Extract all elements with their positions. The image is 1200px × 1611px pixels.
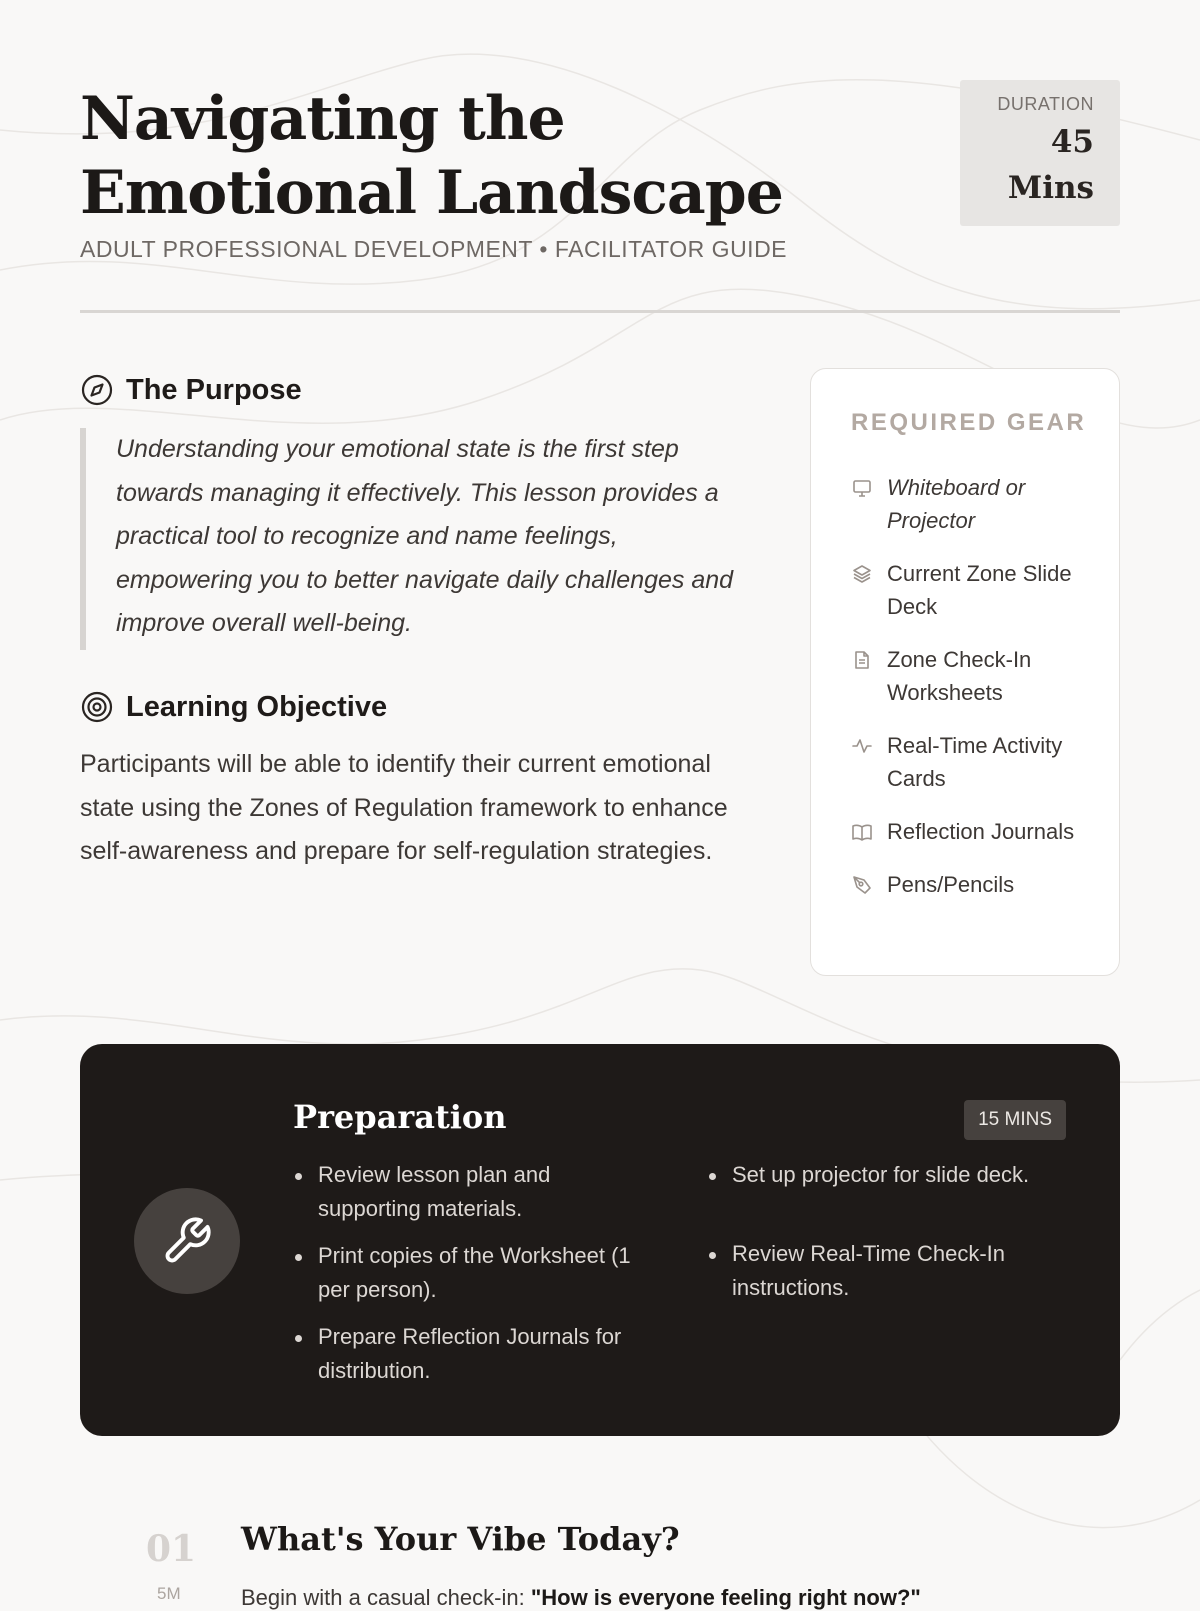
- gear-item: [851, 868, 1101, 901]
- preparation-item: Review lesson plan and supporting materials.: [293, 1158, 653, 1226]
- duration-label: DURATION: [997, 94, 1094, 114]
- document-icon: [851, 649, 873, 671]
- step-title: What's Your Vibe Today?: [241, 1520, 680, 1558]
- gear-item: [851, 557, 1101, 623]
- preparation-list-right: [707, 1158, 1067, 1350]
- preparation-item: Set up projector for slide deck.: [707, 1158, 1067, 1192]
- compass-icon: [80, 373, 114, 407]
- step-number: 01: [146, 1528, 197, 1570]
- page-subtitle: ADULT PROFESSIONAL DEVELOPMENT • FACILITATOR GUIDE: [80, 236, 788, 262]
- gear-item-label: Real-Time Activity Cards: [887, 733, 1063, 791]
- book-icon: [851, 821, 873, 843]
- duration-value: 45 Mins: [1007, 124, 1094, 206]
- gear-list: [851, 471, 1101, 921]
- wrench-icon: [161, 1215, 213, 1267]
- required-gear-card: [810, 368, 1120, 976]
- pen-icon: [851, 874, 873, 896]
- gear-item: [851, 643, 1101, 709]
- gear-item-label: Reflection Journals: [887, 819, 1075, 844]
- activity-icon: [851, 735, 873, 757]
- preparation-list-left: [293, 1158, 653, 1401]
- page-title: Navigating the Emotional Landscape: [80, 84, 783, 228]
- preparation-item: Review Real-Time Check-In instructions.: [707, 1237, 1067, 1305]
- purpose-quote: Understanding your emotional state is the first step towards managing it effectively. This lesson provides a practical tool to recognize and name feelings, empowering you to better navigate daily challenges and improve overall well-being.: [80, 428, 760, 650]
- preparation-item: Prepare Reflection Journals for distribution.: [293, 1320, 653, 1388]
- step-text-prefix: Begin with a casual check-in:: [241, 1585, 531, 1610]
- objective-heading-row: [80, 690, 387, 724]
- purpose-heading: The Purpose: [126, 373, 302, 406]
- objective-heading: Learning Objective: [126, 690, 388, 723]
- gear-item: [851, 729, 1101, 795]
- header-divider: [80, 310, 1120, 313]
- gear-item-label: Zone Check-In Worksheets: [887, 647, 1032, 705]
- gear-item-label: Pens/Pencils: [887, 872, 1015, 897]
- preparation-panel: [80, 1044, 1120, 1436]
- wrench-icon-circle: [134, 1188, 240, 1294]
- objective-text: Participants will be able to identify their current emotional state using the Zones of Regulation framework to enhance self-awareness and prepare for self-regulation strategies.: [80, 750, 728, 865]
- duration-box: [960, 80, 1120, 226]
- purpose-heading-row: [80, 373, 302, 407]
- preparation-item: Print copies of the Worksheet (1 per person).: [293, 1239, 653, 1307]
- monitor-icon: [851, 477, 873, 499]
- gear-item-label: Whiteboard or Projector: [887, 475, 1026, 533]
- gear-item: [851, 471, 1101, 537]
- gear-item: [851, 815, 1101, 848]
- gear-heading: REQUIRED GEAR: [851, 409, 1087, 436]
- target-icon: [80, 690, 114, 724]
- layers-icon: [851, 563, 873, 585]
- step-text-quote: "How is everyone feeling right now?": [530, 1585, 921, 1610]
- gear-item-label: Current Zone Slide Deck: [887, 561, 1072, 619]
- step-text: [241, 1585, 921, 1611]
- preparation-duration-badge: 15 MINS: [964, 1100, 1066, 1140]
- step-duration: 5M: [157, 1584, 181, 1603]
- preparation-title: Preparation: [293, 1098, 507, 1136]
